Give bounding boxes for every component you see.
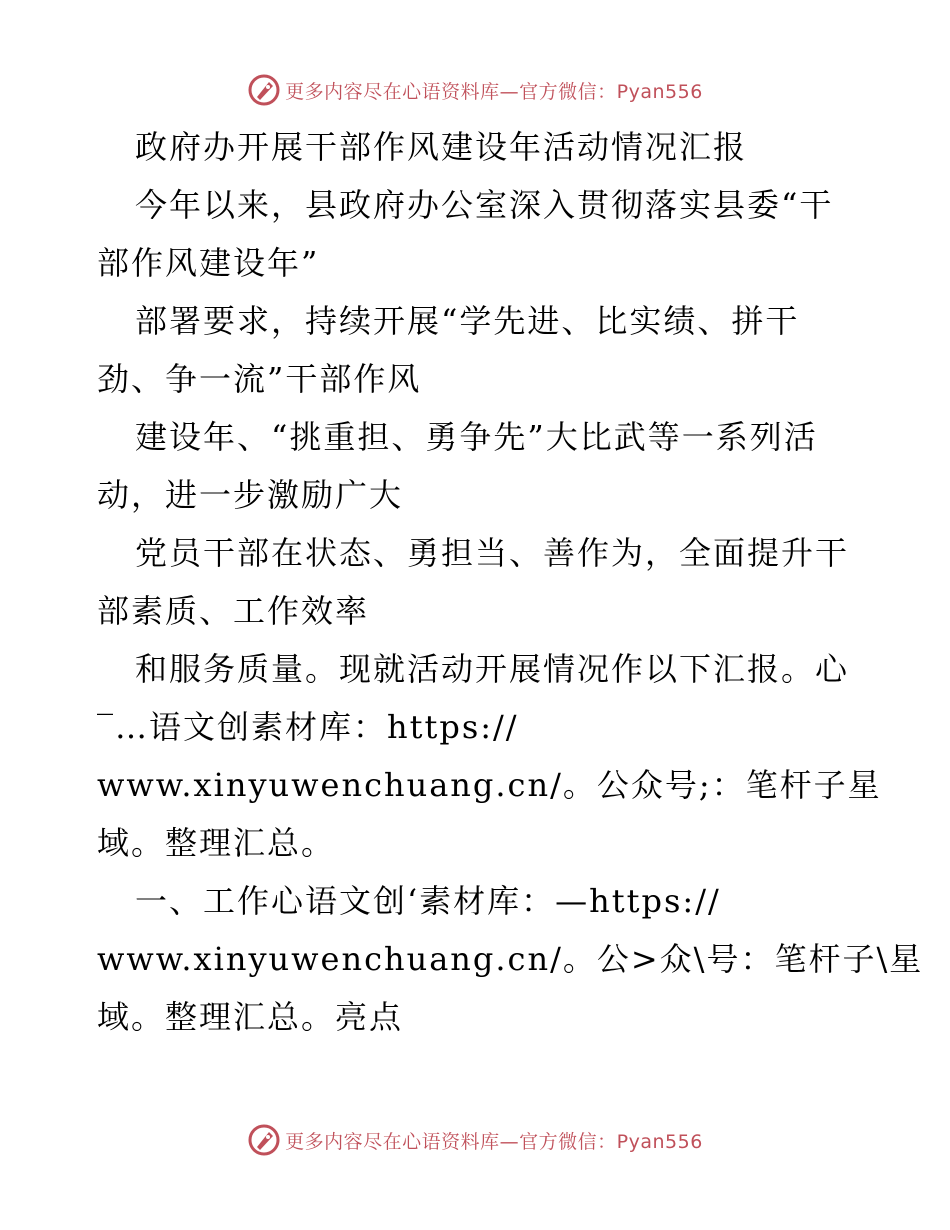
paragraph-line: 部作风建设年” [97, 244, 320, 282]
paragraph-line: ‾…语文创素材库：https:// [97, 708, 519, 746]
header-watermark-text: 更多内容尽在心语资料库—官方微信：Pyan556 [285, 80, 703, 103]
document-title: 政府办开展干部作风建设年活动情况汇报 [135, 128, 748, 166]
footer-watermark-banner [0, 1120, 950, 1160]
paragraph-line: www.xinyuwenchuang.cn/。公>众\号：笔杆子\星 [97, 940, 924, 978]
document-body [97, 118, 924, 1046]
paragraph-line: 部素质、工作效率 [97, 592, 370, 630]
paragraph-line: 党员干部在状态、勇担当、善作为，全面提升干 [135, 534, 850, 572]
paragraph-line: 部署要求，持续开展“学先进、比实绩、拼干 [135, 302, 800, 340]
section-heading: 一、工作心语文创‘素材库：—https:// [135, 882, 721, 920]
paragraph-line: 今年以来，县政府办公室深入贯彻落实县委“干 [135, 186, 834, 224]
header-watermark-banner [0, 70, 950, 110]
paragraph-line: 动，进一步激励广大 [97, 476, 404, 514]
paragraph-line: www.xinyuwenchuang.cn/。公众号;：笔杆子星 [97, 766, 882, 804]
pen-nib-logo-icon [247, 73, 281, 107]
paragraph-line: 域。整理汇总。亮点 [97, 998, 404, 1036]
paragraph-line: 建设年、“挑重担、勇争先”大比武等一系列活 [135, 418, 818, 456]
paragraph-line: 域。整理汇总。 [97, 824, 336, 862]
footer-watermark-text: 更多内容尽在心语资料库—官方微信：Pyan556 [285, 1130, 703, 1153]
pen-nib-logo-icon [247, 1123, 281, 1157]
paragraph-line: 和服务质量。现就活动开展情况作以下汇报。心 [135, 650, 850, 688]
paragraph-line: 劲、争一流”干部作风 [97, 360, 422, 398]
